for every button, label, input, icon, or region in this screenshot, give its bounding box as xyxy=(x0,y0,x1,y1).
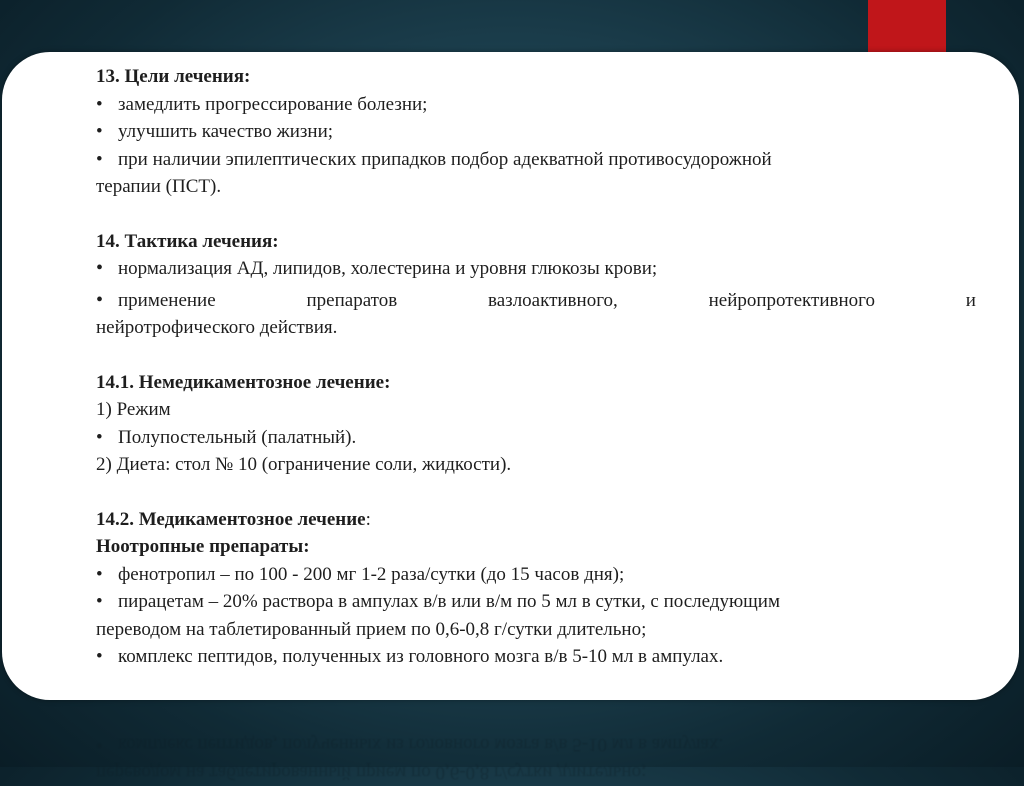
bullet-glyph: • xyxy=(96,255,118,283)
bullet-glyph: • xyxy=(96,146,118,174)
slide-reflection xyxy=(2,700,1019,767)
section-14-bullet-2-continued: нейротрофического действия. xyxy=(96,314,976,342)
section-14-2-heading: 14.2. Медикаментозное лечение: xyxy=(96,506,976,534)
bullet-glyph: • xyxy=(96,588,118,616)
section-14-2-bullet-3: • комплекс пептидов, полученных из головного мозга в/в 5-10 мл в ампулах. xyxy=(96,643,976,671)
section-14-heading: 14. Тактика лечения: xyxy=(96,228,976,256)
bullet-glyph: • xyxy=(96,643,118,671)
section-14-bullet-2: • применение препаратов вазлоактивного, нейропротективного и xyxy=(96,287,976,315)
section-14-1-item-1: 1) Режим xyxy=(96,396,976,424)
reflection-line: переводом на таблетированный прием по 0,6-0,8 г/сутки длительно; xyxy=(96,759,646,786)
bullet-glyph: • xyxy=(96,287,118,315)
reflection-line: • комплекс пептидов, полученных из головного мозга в/в 5-10 мл в ампулах. xyxy=(96,731,723,759)
section-14-1-heading: 14.1. Немедикаментозное лечение: xyxy=(96,369,976,397)
section-13-bullet-2: • улучшить качество жизни; xyxy=(96,118,976,146)
section-14-1-item-2: 2) Диета: стол № 10 (ограничение соли, жидкости). xyxy=(96,451,976,479)
section-14-2-bullet-1: • фенотропил – по 100 - 200 мг 1-2 раза/сутки (до 15 часов дня); xyxy=(96,561,976,589)
section-14-bullet-1: • нормализация АД, липидов, холестерина и уровня глюкозы крови; xyxy=(96,255,976,283)
section-13-bullet-3-continued: терапии (ПСТ). xyxy=(96,173,976,201)
bullet-glyph: • xyxy=(96,118,118,146)
section-14-2-bullet-2: • пирацетам – 20% раствора в ампулах в/в или в/м по 5 мл в сутки, с последующим xyxy=(96,588,976,616)
section-14-2-subheading: Ноотропные препараты: xyxy=(96,533,976,561)
bullet-glyph: • xyxy=(96,424,118,452)
section-14-2-bullet-2-continued: переводом на таблетированный прием по 0,6-0,8 г/сутки длительно; xyxy=(96,616,976,644)
section-14-1-bullet-1: • Полупостельный (палатный). xyxy=(96,424,976,452)
bullet-glyph: • xyxy=(96,561,118,589)
slide-content xyxy=(96,63,976,671)
red-accent-bar xyxy=(868,0,946,52)
section-13-heading: 13. Цели лечения: xyxy=(96,63,976,91)
section-13-bullet-3: • при наличии эпилептических припадков подбор адекватной противосудорожной xyxy=(96,146,976,174)
bullet-glyph: • xyxy=(96,91,118,119)
section-13-bullet-1: • замедлить прогрессирование болезни; xyxy=(96,91,976,119)
